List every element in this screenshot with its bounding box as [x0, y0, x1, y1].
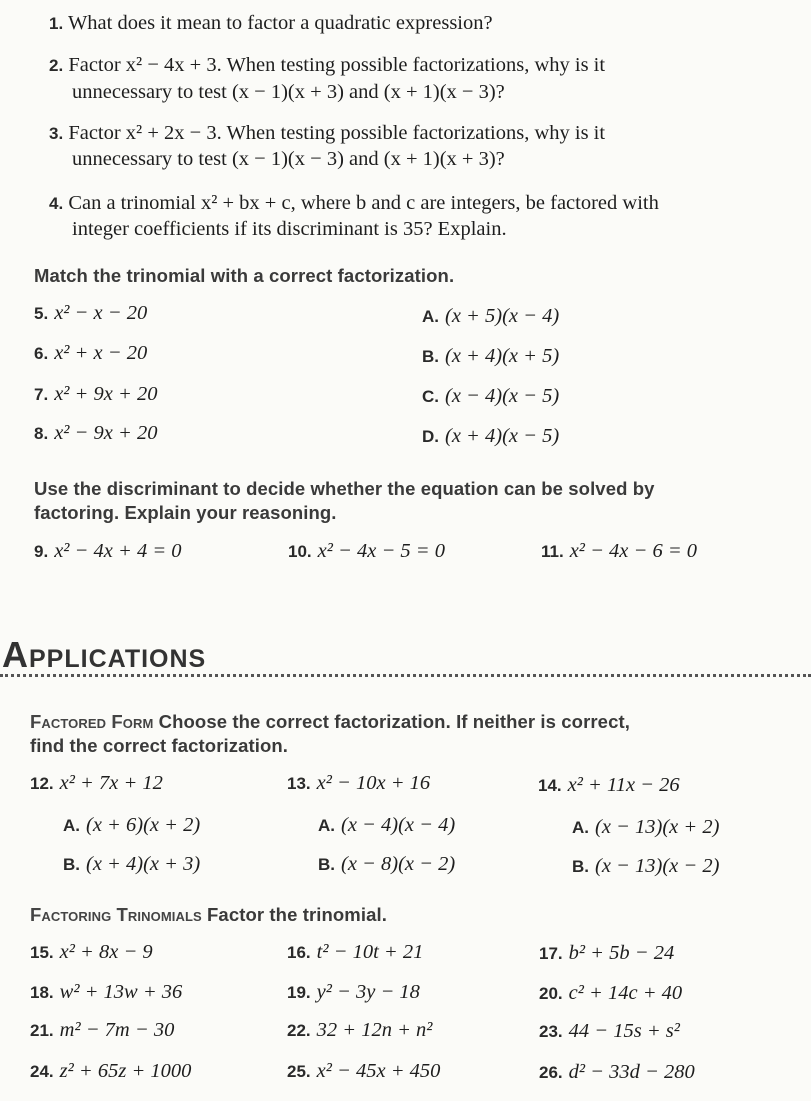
item-number: 15. [30, 943, 54, 962]
trinomial-item-17 [539, 942, 674, 965]
match-item-6 [34, 342, 147, 365]
question-number: 4. [49, 194, 64, 213]
item-number: 20. [539, 984, 563, 1003]
question-text: Can a trinomial x² + bx + c, where b and c are integers, be factored with [68, 192, 659, 214]
factored-item-13-option-b [318, 853, 455, 876]
disc-item-9 [34, 540, 182, 563]
item-number: 13. [287, 774, 311, 793]
option-letter: A. [318, 816, 335, 835]
trinomial-item-24 [30, 1060, 191, 1083]
item-expression: x² − 4x − 5 = 0 [317, 540, 445, 562]
option-expression: (x + 4)(x + 5) [445, 345, 560, 367]
question-2 [49, 52, 605, 79]
item-number: 17. [539, 944, 563, 963]
factored-form-instruction-line2: find the correct factorization. [30, 735, 289, 756]
question-1 [49, 10, 493, 37]
item-expression: x² + 9x + 20 [54, 383, 158, 405]
question-3 [49, 120, 605, 147]
option-letter: B. [572, 857, 589, 876]
item-expression: x² + 7x + 12 [59, 772, 163, 794]
trinomial-item-19 [287, 981, 420, 1004]
option-expression: (x − 8)(x − 2) [341, 853, 456, 875]
option-expression: (x + 5)(x − 4) [445, 305, 560, 327]
item-expression: x² + 8x − 9 [59, 941, 153, 963]
option-expression: (x − 4)(x − 4) [341, 814, 456, 836]
option-expression: (x − 13)(x + 2) [595, 816, 720, 838]
item-number: 25. [287, 1062, 311, 1081]
item-expression: x² − 4x + 4 = 0 [54, 540, 182, 562]
factored-form-label: Factored Form [30, 711, 154, 732]
match-item-5 [34, 302, 147, 325]
item-number: 9. [34, 542, 49, 561]
item-number: 26. [539, 1063, 563, 1082]
disc-item-10 [288, 540, 445, 563]
question-2-line2: unnecessary to test (x − 1)(x + 3) and (x + 1)(x − 3)? [72, 81, 505, 103]
option-expression: (x − 4)(x − 5) [445, 385, 560, 407]
section-divider [0, 674, 811, 677]
factored-item-14-option-a [572, 816, 719, 839]
trinomial-item-15 [30, 941, 153, 964]
item-expression: x² + 11x − 26 [567, 774, 680, 796]
item-number: 6. [34, 344, 49, 363]
factoring-trinomials-instruction: Factor the trinomial. [207, 904, 387, 925]
match-option-a [422, 305, 559, 328]
item-expression: d² − 33d − 280 [568, 1061, 695, 1083]
question-4-line2: integer coefficients if its discriminant is 35? Explain. [72, 218, 507, 240]
trinomial-item-23 [539, 1020, 680, 1043]
question-4 [49, 190, 659, 217]
item-number: 16. [287, 943, 311, 962]
match-option-d [422, 425, 559, 448]
trinomial-item-21 [30, 1019, 174, 1042]
option-expression: (x + 4)(x − 5) [445, 425, 560, 447]
match-option-b [422, 345, 559, 368]
item-number: 18. [30, 983, 54, 1002]
item-expression: x² − x − 20 [54, 302, 148, 324]
item-number: 11. [541, 542, 564, 561]
item-expression: x² + x − 20 [54, 342, 148, 364]
option-letter: A. [572, 818, 589, 837]
item-number: 10. [288, 542, 312, 561]
option-letter: D. [422, 427, 439, 446]
item-expression: y² − 3y − 18 [316, 981, 420, 1003]
factored-item-12 [30, 772, 163, 795]
item-number: 24. [30, 1062, 54, 1081]
item-expression: 44 − 15s + s² [568, 1020, 680, 1042]
question-text: What does it mean to factor a quadratic expression? [67, 12, 493, 34]
item-expression: t² − 10t + 21 [316, 941, 424, 963]
factored-form-instruction: Choose the correct factorization. If neither is correct, [158, 711, 630, 732]
trinomial-item-20 [539, 982, 682, 1005]
item-expression: w² + 13w + 36 [59, 981, 183, 1003]
factored-item-14 [538, 774, 680, 797]
item-number: 21. [30, 1021, 54, 1040]
question-text: Factor x² − 4x + 3. When testing possible factorizations, why is it [68, 54, 606, 76]
item-expression: m² − 7m − 30 [59, 1019, 175, 1041]
factored-item-14-option-b [572, 855, 719, 878]
trinomial-item-18 [30, 981, 182, 1004]
trinomial-item-26 [539, 1061, 695, 1084]
item-number: 14. [538, 776, 562, 795]
trinomial-item-25 [287, 1060, 440, 1083]
match-item-8 [34, 422, 157, 445]
factored-item-13-option-a [318, 814, 455, 837]
factored-form-heading [30, 709, 630, 734]
question-number: 3. [49, 124, 64, 143]
item-expression: c² + 14c + 40 [568, 982, 683, 1004]
item-expression: x² − 4x − 6 = 0 [569, 540, 698, 562]
item-number: 5. [34, 304, 49, 323]
item-expression: 32 + 12n + n² [316, 1019, 433, 1041]
discriminant-heading-line2: factoring. Explain your reasoning. [34, 502, 337, 523]
question-3-line2: unnecessary to test (x − 1)(x − 3) and (x + 1)(x + 3)? [72, 148, 505, 170]
option-expression: (x + 6)(x + 2) [86, 814, 201, 836]
item-number: 8. [34, 424, 49, 443]
factoring-trinomials-label: Factoring Trinomials [30, 904, 202, 925]
item-expression: x² − 45x + 450 [316, 1060, 441, 1082]
trinomial-item-22 [287, 1019, 432, 1042]
factored-item-13 [287, 772, 430, 795]
question-number: 2. [49, 56, 64, 75]
item-number: 7. [34, 385, 49, 404]
item-number: 22. [287, 1021, 311, 1040]
applications-title: Applications [2, 634, 207, 675]
item-number: 23. [539, 1022, 563, 1041]
option-letter: B. [63, 855, 80, 874]
option-letter: B. [422, 347, 439, 366]
item-number: 19. [287, 983, 311, 1002]
match-heading: Match the trinomial with a correct factorization. [34, 265, 455, 286]
option-letter: A. [63, 816, 80, 835]
item-number: 12. [30, 774, 54, 793]
option-letter: B. [318, 855, 335, 874]
item-expression: x² − 10x + 16 [316, 772, 431, 794]
match-item-7 [34, 383, 157, 406]
factoring-trinomials-heading [30, 902, 387, 927]
factored-item-12-option-b [63, 853, 200, 876]
option-letter: A. [422, 307, 439, 326]
match-option-c [422, 385, 559, 408]
item-expression: b² + 5b − 24 [568, 942, 675, 964]
item-expression: x² − 9x + 20 [54, 422, 158, 444]
discriminant-heading-line1: Use the discriminant to decide whether the equation can be solved by [34, 478, 655, 499]
trinomial-item-16 [287, 941, 423, 964]
question-number: 1. [49, 14, 64, 33]
question-text: Factor x² + 2x − 3. When testing possible factorizations, why is it [68, 122, 606, 144]
factored-item-12-option-a [63, 814, 200, 837]
disc-item-11 [541, 540, 697, 563]
option-letter: C. [422, 387, 439, 406]
item-expression: z² + 65z + 1000 [59, 1060, 192, 1082]
option-expression: (x + 4)(x + 3) [86, 853, 201, 875]
option-expression: (x − 13)(x − 2) [595, 855, 720, 877]
